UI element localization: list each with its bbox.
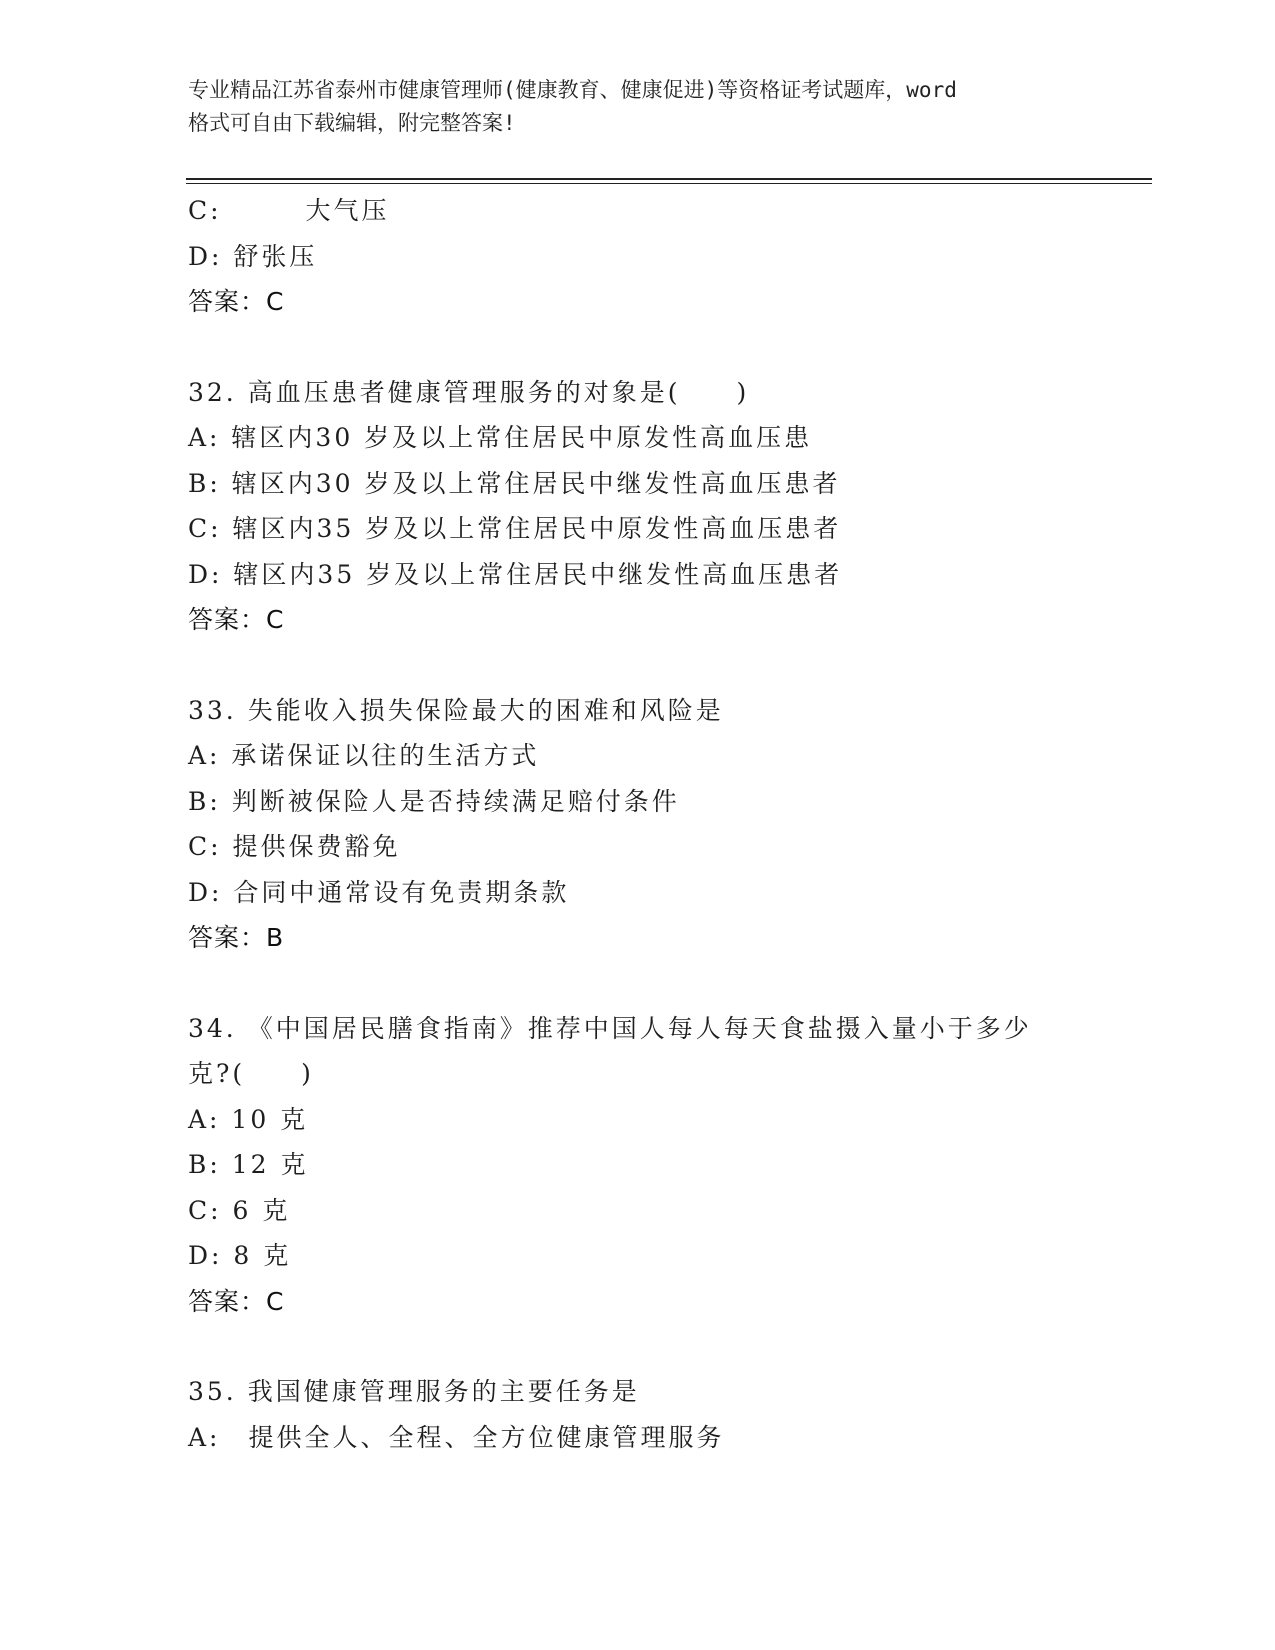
answer-line: 答案：C: [188, 1286, 285, 1316]
option-line: A: 承诺保证以往的生活方式: [188, 741, 540, 770]
answer-line: 答案：C: [188, 287, 285, 316]
question-block: [188, 688, 1148, 961]
question-stem: 32. 高血压患者健康管理服务的对象是( ): [188, 377, 750, 407]
question-block: [188, 188, 1148, 325]
question-block: [188, 370, 1148, 643]
header-rule-thick: [186, 178, 1152, 180]
option-line: B: 辖区内30 岁及以上常住居民中继发性高血压患者: [188, 468, 841, 498]
answer-line: 答案：B: [188, 923, 285, 952]
header-line-2: 格式可自由下载编辑，附完整答案!: [188, 111, 516, 135]
option-line: A: 辖区内30 岁及以上常住居民中原发性高血压患: [188, 423, 813, 452]
option-line: A: 10 克: [188, 1104, 309, 1134]
header-line-1: 专业精品江苏省泰州市健康管理师(健康教育、健康促进)等资格证考试题库，word: [188, 78, 957, 102]
header-rule-thin: [186, 183, 1152, 184]
option-line: B: 12 克: [188, 1150, 309, 1179]
question-stem: 35. 我国健康管理服务的主要任务是: [188, 1377, 640, 1406]
spacer: [188, 325, 1148, 370]
question-block: [188, 1006, 1148, 1325]
spacer: [188, 643, 1148, 688]
option-line: B: 判断被保险人是否持续满足赔付条件: [188, 786, 680, 816]
question-stem-continued: 克?( ): [188, 1059, 314, 1088]
option-line: C: 6 克: [188, 1195, 291, 1225]
option-line: D: 辖区内35 岁及以上常住居民中继发性高血压患者: [188, 559, 843, 589]
question-list: [188, 188, 1148, 1460]
question-block: [188, 1369, 1148, 1460]
spacer: [188, 961, 1148, 1006]
option-line: A: 提供全人、全程、全方位健康管理服务: [188, 1422, 725, 1452]
option-line: C: 提供保费豁免: [188, 832, 401, 861]
document-header: [188, 74, 1088, 140]
option-line: C: 辖区内35 岁及以上常住居民中原发性高血压患者: [188, 514, 842, 543]
question-stem: 34. 《中国居民膳食指南》推荐中国人每人每天食盐摄入量小于多少: [188, 1013, 1032, 1043]
option-line: D: 舒张压: [188, 241, 318, 271]
question-stem: 33. 失能收入损失保险最大的困难和风险是: [188, 695, 724, 725]
option-line: D: 合同中通常设有免责期条款: [188, 877, 570, 907]
option-line: C: 大气压: [188, 196, 390, 225]
option-line: D: 8 克: [188, 1241, 292, 1270]
spacer: [188, 1324, 1148, 1369]
answer-line: 答案：C: [188, 605, 285, 634]
